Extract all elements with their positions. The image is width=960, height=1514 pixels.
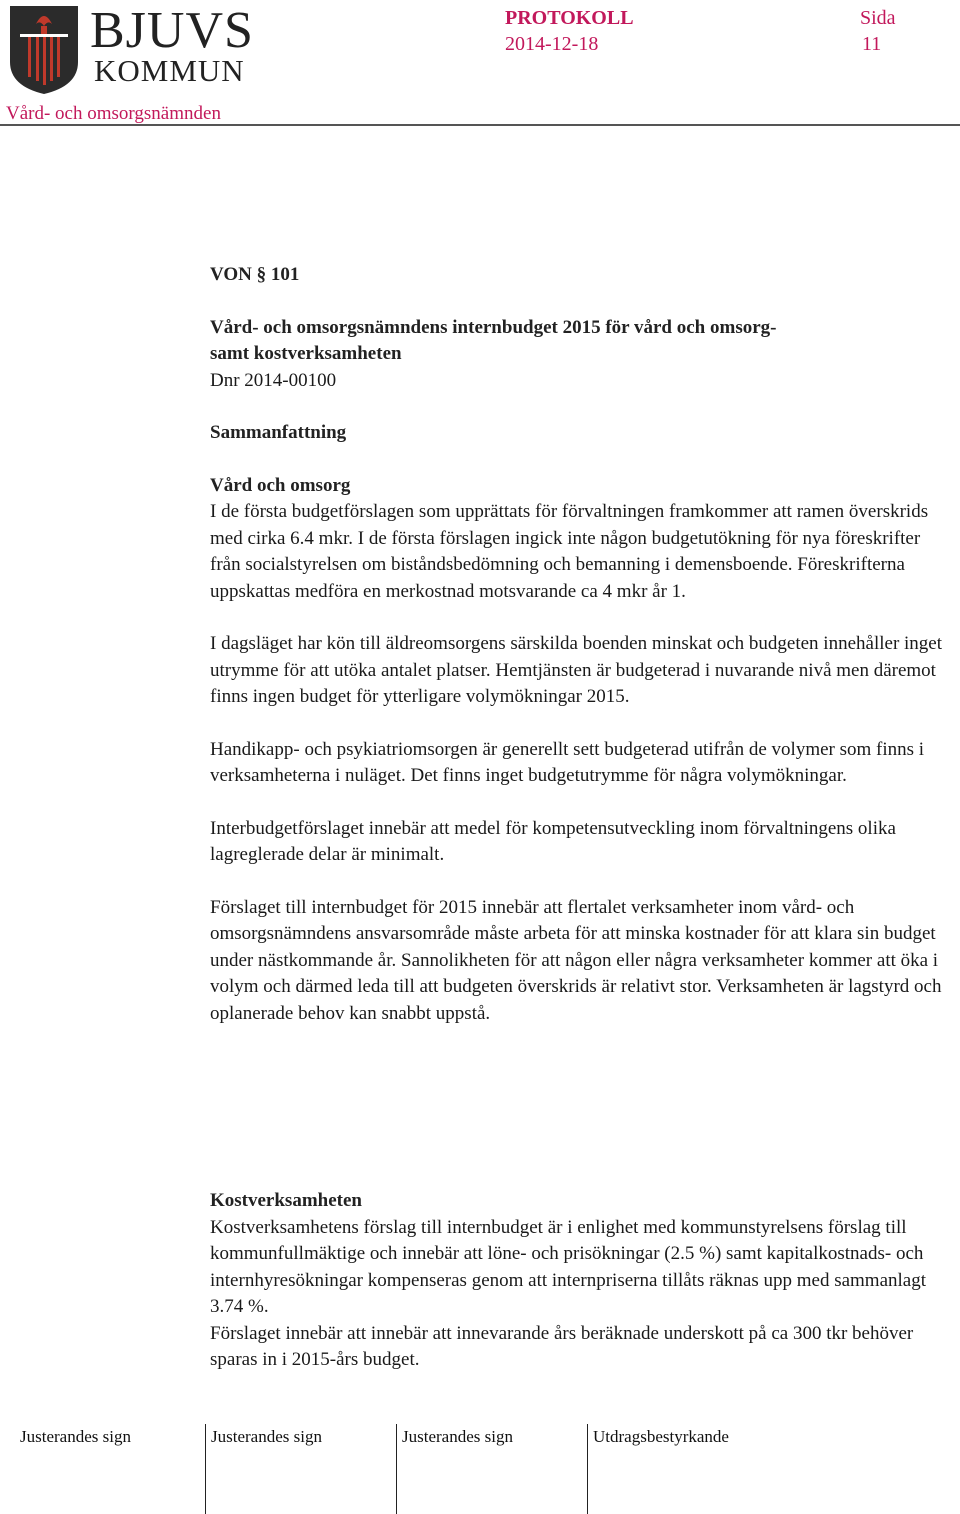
crest-icon [6, 4, 86, 96]
section-heading-care: Vård och omsorg [210, 474, 351, 496]
certification-label: Utdragsbestyrkande [593, 1427, 729, 1446]
signature-label-2: Justerandes sign [211, 1427, 322, 1446]
signature-divider-3 [587, 1424, 588, 1514]
document-body-section2 [210, 1188, 955, 1374]
section-heading-food: Kostverksamheten [210, 1190, 362, 1211]
body-paragraph-3: Handikapp- och psykiatriomsorgen är generellt sett budgeterad utifrån de volymer som finns i verksamheterna i nuläget. Det finns inget budgetutrymme för några volymökningar. [210, 738, 925, 786]
document-title-line1: Vård- och omsorgsnämndens internbudget 2015 för vård och omsorg- [210, 316, 777, 338]
diary-number: Dnr 2014-00100 [210, 369, 337, 391]
document-body [210, 262, 955, 1027]
signature-divider-2 [396, 1424, 397, 1514]
body-paragraph-1: I de första budgetförslagen som upprättats för förvaltningen framkommer att ramen överskrids med cirka 6.4 mkr. I de första förslagen ingick inte någon budgetutökning för nya föreskrifter från socialstyrelsen om biståndsbedömning och bemanning i demensboende. Föreskrifterna uppskattas medföra en merkostnad motsvarande ca 4 mkr år 1. [210, 501, 929, 602]
body-paragraph-5: Förslaget till internbudget för 2015 innebär att flertalet verksamheter inom vård- och omsorgsnämndens ansvarsområde måste arbeta för att minska kostnader för att klara sin budget under nästkommande år. Sannolikheten för att någon eller några verksamheter kommer att öka i volym och därmed leda till att budgeten överskrids är relativt stor. Verksamheten är lagstyrd och oplanerade behov kan snabbt uppstå. [210, 896, 942, 1024]
page-label: Sida [860, 7, 896, 29]
paragraph-reference: VON § 101 [210, 264, 300, 285]
signature-label-1: Justerandes sign [20, 1427, 131, 1446]
signature-divider-1 [205, 1424, 206, 1514]
body-paragraph-4: Interbudgetförslaget innebär att medel för kompetensutveckling inom förvaltningens olika lagreglerade delar är minimalt. [210, 817, 896, 865]
page-number: 11 [862, 33, 882, 55]
doc-type: PROTOKOLL [505, 7, 634, 29]
signature-label-3: Justerandes sign [402, 1427, 513, 1446]
brand-name: BJUVS [90, 2, 254, 59]
summary-heading: Sammanfattning [210, 422, 347, 443]
brand-subtitle: KOMMUN [94, 53, 245, 88]
doc-date: 2014-12-18 [505, 33, 599, 55]
document-title-line2: samt kostverksamheten [210, 343, 402, 364]
header-divider [0, 124, 960, 126]
committee-name: Vård- och omsorgsnämnden [6, 103, 221, 124]
body-paragraph-7: Förslaget innebär att innebär att innevarande års beräknade underskott på ca 300 tkr behöver sparas in i 2015-års budget. [210, 1322, 914, 1370]
body-paragraph-2: I dagsläget har kön till äldreomsorgens särskilda boenden minskat och budgeten innehåller inget utrymme för att utöka antalet platser. Hemtjänsten är budgeterad i nuvarande nivå men däremot finns ingen budget för ytterligare volymökningar 2015. [210, 633, 943, 707]
body-paragraph-6: Kostverksamhetens förslag till internbudget är i enlighet med kommunstyrelsens förslag till kommunfullmäktige och innebär att löne- och prisökningar (2.5 %) samt kapitalkostnads- och internhyresökningar kompenseras genom att internpriserna tillåts räknas upp med sammanlagt 3.74 %. [210, 1216, 926, 1317]
